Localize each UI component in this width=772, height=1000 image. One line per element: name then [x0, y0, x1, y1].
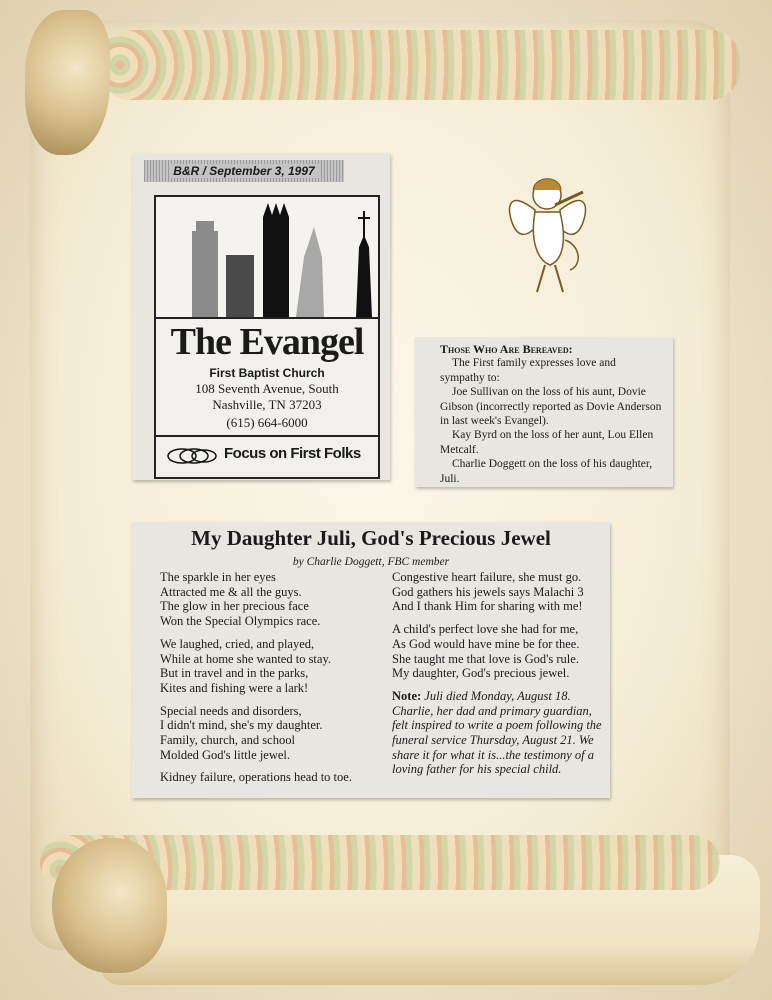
masthead-divider — [156, 435, 378, 437]
poem-line: But in travel and in the parks, — [160, 666, 309, 681]
bereaved-line: Joe Sullivan on the loss of his aunt, Dovie Gibson (incorrectly reported as Dovie Anderson in last week's Evangel). — [440, 386, 662, 428]
bereaved-line: The First family expresses love and sympathy to: — [440, 357, 616, 384]
poem-line: God gathers his jewels says Malachi 3 — [392, 584, 584, 599]
scroll-curl-top — [25, 10, 110, 155]
poem-line: Kidney failure, operations head to toe. — [160, 770, 352, 785]
stanza — [392, 622, 604, 681]
stanza — [160, 570, 385, 629]
poem-column-right — [392, 570, 604, 777]
poem-line: Family, church, and school — [160, 733, 295, 748]
floral-border-top — [100, 30, 740, 100]
bereaved-clipping — [415, 337, 673, 487]
poem-line: Special needs and disorders, — [160, 703, 302, 718]
scroll-curl-bottom — [52, 838, 167, 973]
dateline: B&R / September 3, 1997 — [144, 160, 344, 182]
newsletter-title: The Evangel — [170, 321, 364, 363]
section-label: Focus on First Folks — [224, 445, 361, 462]
church-phone: (615) 664-6000 — [226, 415, 308, 430]
masthead-clipping — [132, 153, 390, 480]
poem-line: A child's perfect love she had for me, — [392, 622, 579, 637]
bereaved-line: Charlie Doggett on the loss of his daughter, Juli. — [440, 458, 653, 485]
poem-line: Won the Special Olympics race. — [160, 614, 321, 629]
stanza — [392, 570, 604, 614]
poem-title: My Daughter Juli, God's Precious Jewel — [191, 526, 551, 550]
poem-line: As God would have mine be for thee. — [392, 636, 580, 651]
church-address-line2: Nashville, TN 37203 — [212, 397, 322, 412]
skyline-logo — [156, 197, 378, 319]
stanza — [160, 704, 385, 763]
poem-line: The sparkle in her eyes — [160, 570, 276, 584]
poem-line: We laughed, cried, and played, — [160, 636, 315, 651]
masthead-frame — [154, 195, 380, 479]
poem-clipping — [132, 522, 610, 798]
poem-line: She taught me that love is God's rule. — [392, 651, 579, 666]
poem-line: Molded God's little jewel. — [160, 747, 291, 762]
poem-column-left — [160, 570, 385, 793]
poem-line: My daughter, God's precious jewel. — [392, 666, 570, 681]
poem-line: I didn't mind, she's my daughter. — [160, 718, 323, 733]
poem-line: Kites and fishing were a lark! — [160, 680, 309, 695]
bereaved-line: Kay Byrd on the loss of her aunt, Lou Ellen Metcalf. — [440, 429, 654, 456]
stanza — [160, 770, 385, 785]
church-address-line1: 108 Seventh Avenue, South — [195, 381, 339, 396]
poem-line: The glow in her precious face — [160, 599, 309, 614]
poem-line: Attracted me & all the guys. — [160, 584, 302, 599]
poem-note — [392, 689, 604, 777]
note-text: Juli died Monday, August 18. Charlie, her dad and primary guardian, felt inspired to write a poem following the funeral service Thursday, August 21. We share it for what it is...the testimony of a loving father for his special child. — [392, 688, 602, 777]
section-banner — [156, 439, 378, 471]
poem-byline: by Charlie Doggett, FBC member — [292, 556, 450, 568]
poem-line: And I thank Him for sharing with me! — [392, 599, 583, 614]
church-name: First Baptist Church — [209, 366, 325, 380]
cherub-icon — [505, 170, 590, 300]
rings-icon — [164, 445, 220, 467]
note-label: Note: — [392, 688, 422, 703]
poem-line: Congestive heart failure, she must go. — [392, 570, 582, 584]
poem-line: While at home she wanted to stay. — [160, 651, 332, 666]
bereaved-heading: Those Who Are Bereaved: — [440, 342, 573, 356]
stanza — [160, 637, 385, 696]
